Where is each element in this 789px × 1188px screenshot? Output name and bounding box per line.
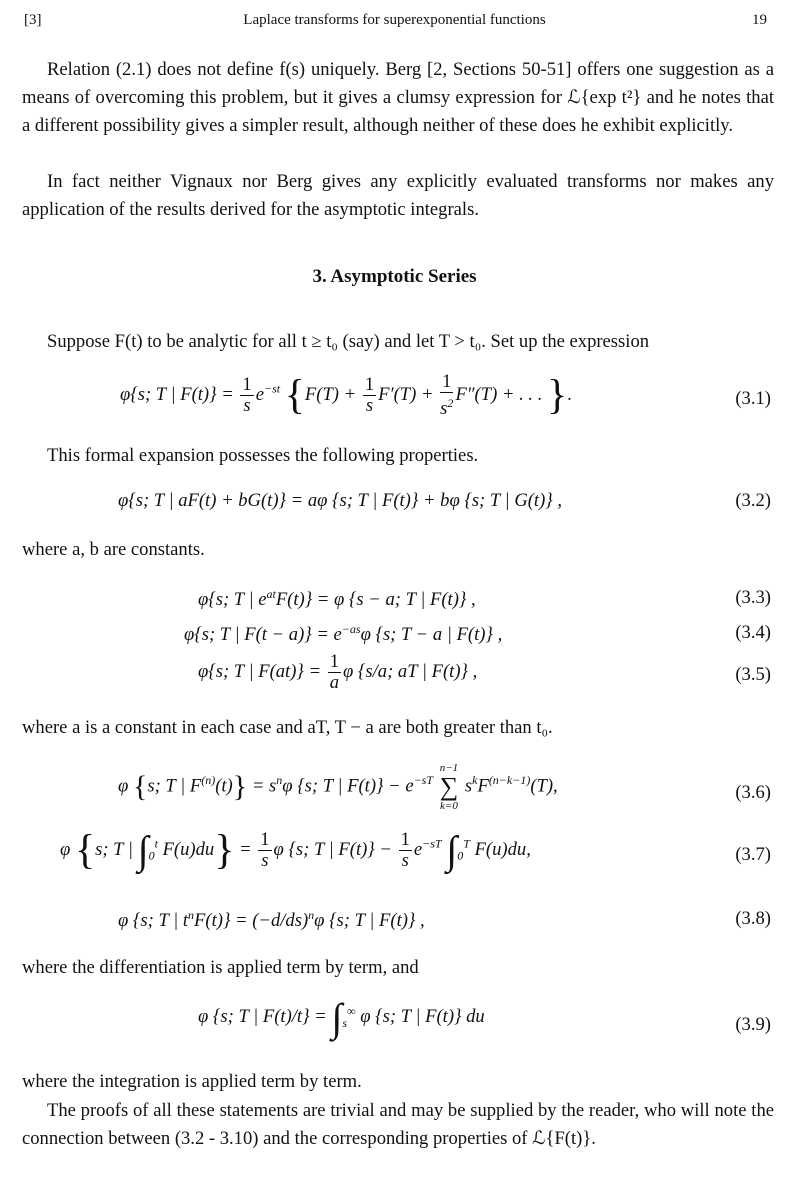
- equation-number: (3.2): [735, 490, 771, 511]
- equation-3-1-body: φ{s; T | F(t)} = $\frac{1}{s}$ $e^{-st}$ {F(T) + $\frac{1}{s}$ F′(T) + $\frac{1}{s^2}$ F″(T) + . . . }.: [120, 371, 572, 420]
- paragraph-constant-each-case: where a is a constant in each case and aT, T − a are both greater than t₀.: [22, 717, 553, 738]
- equation-number: (3.3): [735, 587, 771, 608]
- equation-3-9-body: φ {s; T | $F(t)/t\} = \int_s^\infty$ φ {s; T | F(t)} du: [198, 994, 485, 1040]
- equation-3-8-body: φ {s; T | $t^nF(t)\} = (-d/ds)^n\varphi$ {s; T | F(t)} ,: [118, 908, 425, 932]
- equation-3-2: [0, 490, 789, 540]
- paragraph-differentiation: where the differentiation is applied term by term, and: [22, 957, 419, 978]
- equation-number: (3.9): [735, 1014, 771, 1035]
- equation-number: (3.4): [735, 622, 771, 643]
- paragraph-suppose: Suppose F(t) to be analytic for all t ≥ t₀ (say) and let T > t₀. Set up the expression: [47, 331, 650, 352]
- equation-number: (3.1): [735, 388, 771, 409]
- section-heading: 3. Asymptotic Series: [312, 266, 477, 287]
- paragraph-formal-expansion: This formal expansion possesses the following properties.: [47, 445, 479, 466]
- paragraph-proofs: The proofs of all these statements are trivial and may be supplied by the reader, who will note the connection between (3.2 - 3.10) and the corresponding properties of ℒ{F(t)}.: [22, 1100, 774, 1149]
- equation-3-7: [0, 827, 789, 880]
- equation-3-6-body: φ {s; T | $F^{(n)}(t)\} = s^n\varphi$ {s; T | $F(t)\} - e^{-sT}$ n−1 ∑ k=0 $s^kF^{(n-k-1)}(T)$,: [118, 762, 558, 812]
- equation-3-5-body: φ{s; T | F(at)} = $\frac{1}{a}$ φ {s/a; aT | F(t)} ,: [198, 651, 478, 693]
- equation-3-3-body: φ{s; T | $e^{at}F(t)\} = \varphi$ {s − a; T | F(t)} ,: [198, 587, 476, 611]
- equation-3-6: [0, 762, 789, 812]
- equation-number: (3.8): [735, 908, 771, 929]
- equation-3-2-body: φ{s; T | aF(t) + bG(t)} = aφ {s; T | F(t)} + bφ {s; T | G(t)} ,: [118, 490, 563, 511]
- equation-3-9: [0, 994, 789, 1054]
- section-ref: [3]: [24, 12, 42, 28]
- paragraph-vignaux-berg: In fact neither Vignaux nor Berg gives any explicitly evaluated transforms nor makes any application of the results derived for the asymptotic integrals.: [22, 171, 774, 220]
- equation-3-1: [0, 372, 789, 422]
- equation-3-8: [0, 908, 789, 958]
- page-number: 19: [752, 12, 767, 28]
- paragraph-integration: where the integration is applied term by term.: [22, 1071, 362, 1092]
- paragraph-constants: where a, b are constants.: [22, 539, 205, 560]
- equation-number: (3.7): [735, 844, 771, 865]
- equation-3-4-body: φ{s; T | $F(t - a)\} = e^{-as}\varphi$ {s; T − a | F(t)} ,: [184, 622, 503, 646]
- equation-3-7-body: φ {s; T | $\int_0^t$ F(u)du} = $\frac{1}{s}$ φ {s; T | F(t)} − $\frac{1}{s}$ $e^{-sT}$ $\int_0^T$ F(u)du,: [60, 827, 531, 874]
- paragraph-relation: Relation (2.1) does not define f(s) uniquely. Berg [2, Sections 50-51] offers one suggestion as a means of overcoming this problem, but it gives a clumsy expression for ℒ{exp t²} and he notes that a different possibility gives a simpler result, although neither of these does he exhibit explicitly.: [22, 59, 774, 136]
- equation-number: (3.6): [735, 782, 771, 803]
- equation-3-5: [0, 652, 789, 702]
- running-title: Laplace transforms for superexponential functions: [243, 12, 546, 28]
- equation-number: (3.5): [735, 664, 771, 685]
